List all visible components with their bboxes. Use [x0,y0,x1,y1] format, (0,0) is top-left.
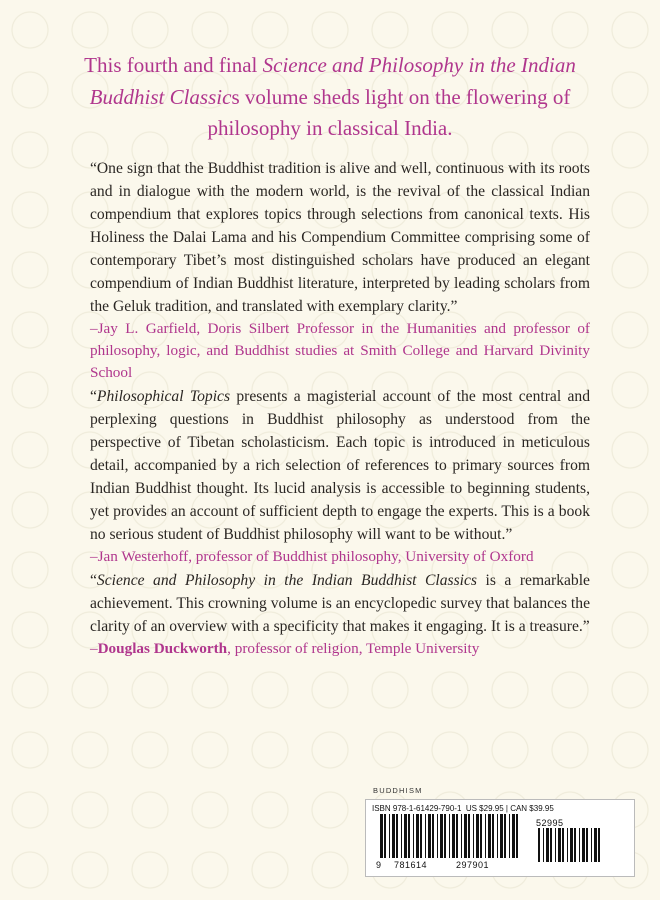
barcode-bar [567,828,568,862]
barcode-bar [392,814,395,858]
barcode-box [365,799,635,877]
blurb-author: Jan Westerhoff [97,548,189,565]
barcode-bar [428,814,431,858]
blurb-body: is a remarkable achievement. This crowning volume is an encyclopedic survey that balances the clarity of an overview with a specificity that makes it engaging. It is a treasure.” [90,572,590,635]
blurb-affiliation: , professor of Buddhist philosophy, University of Oxford [188,548,534,565]
blurb-author: Douglas Duckworth [97,640,228,657]
barcode-bar [512,814,515,858]
barcode-bar [464,814,467,858]
price-us: US $29.95 [465,804,504,813]
blurb-book-title: Philosophical Topics [96,388,231,405]
blurb-attribution: –Douglas Duckworth, professor of religion, Temple University [90,640,480,657]
blurb-affiliation: , Doris Silbert Professor in the Humanities and professor of philosophy, logic, and Buddhist studies at Smith College and Harvard Divinity School [90,320,590,381]
isbn: ISBN 978-1-61429-790-1 [372,804,462,813]
barcode-bar [440,814,443,858]
isbn-barcode [370,814,630,862]
barcode-bar [492,814,494,858]
barcode-bar [558,828,561,862]
barcode-bar [404,814,407,858]
price-code: 52995 [536,818,564,828]
barcode-bar [516,814,518,858]
barcode-bar [401,814,402,858]
barcode-bar [574,828,576,862]
blurb-duckworth [90,569,590,660]
price-can: CAN $39.95 [510,804,554,813]
barcode-bar [497,814,498,858]
barcode-bar [384,814,386,858]
barcode-bar [579,828,580,862]
barcode-bars-addon [538,828,600,862]
barcode-bar [488,814,491,858]
barcode-bar [509,814,510,858]
blurb-text: “Science and Philosophy in the Indian Buddhist Classics is a remarkable achievement. This crowning volume is an encyclopedic survey that balances the clarity of an overview with a specificity that makes it engaging. It is a treasure.” [90,572,590,635]
barcode-bar [425,814,426,858]
barcode-bar [413,814,414,858]
isbn-price-line: ISBN 978-1-61429-790-1 US $29.95 | CAN $39.95 [372,804,554,813]
barcode-bar [480,814,482,858]
barcode-bar [591,828,592,862]
barcode-bar [538,828,540,862]
blurb-author: Jay L. Garfield [97,320,197,337]
tagline-part2: s volume sheds light on the flowering of philosophy in classical India. [207,84,571,140]
barcode-bar [380,814,383,858]
barcode-bar [420,814,422,858]
barcode-bar [594,828,597,862]
barcode-bar [586,828,588,862]
blurb-westerhoff [90,385,590,568]
barcode-digits-right: 297901 [456,860,490,870]
barcode-bar [582,828,585,862]
barcode-bar [461,814,462,858]
barcode-bar [485,814,486,858]
barcode-bar [437,814,438,858]
barcode-bar [543,828,544,862]
tagline-series-title: Science and Philosophy in the Indian Buddhist Classic [89,53,576,109]
tagline-part1: This fourth and final [84,53,263,77]
blurb-text: “One sign that the Buddhist tradition is alive and well, continuous with its roots and in dialogue with the modern world, is the revival of the classical Indian compendium that explores topics through selections from canonical texts. His Holiness the Dalai Lama and his Compendium Committee comprising some of contemporary Tibet’s most distinguished scholars have produced an elegant compendium of Indian Buddhist literature, interpreted by leading scholars from the Geluk tradition, and translated with exemplary clarity.” [90,160,590,315]
barcode-bar [546,828,549,862]
category-label: BUDDHISM [373,786,423,795]
barcode-bar [504,814,506,858]
barcode-bar [473,814,474,858]
barcode-bar [562,828,564,862]
barcode-bar [449,814,450,858]
barcode-digit-first: 9 [376,860,382,870]
barcode-bar [456,814,458,858]
barcode-bar [432,814,434,858]
blurb-affiliation: , professor of religion, Temple University [227,640,480,657]
blurb-attribution: –Jan Westerhoff, professor of Buddhist philosophy, University of Oxford [90,548,534,565]
barcode-bar [452,814,455,858]
barcode-bar [598,828,600,862]
barcode-bar [444,814,446,858]
barcode-bar [476,814,479,858]
blurb-attribution: –Jay L. Garfield, Doris Silbert Professor in the Humanities and professor of philosophy, logic, and Buddhist studies at Smith College and Harvard Divinity School [90,320,590,381]
blurb-body: presents a magisterial account of the most central and perplexing questions in Buddhist philosophy as understood from the perspective of Tibetan scholasticism. Each topic is introduced in meticulous detail, accompanied by a rich selection of references to primary sources from Indian Buddhist thought. Its lucid analysis is accessible to beginning students, yet provides an account of sufficient depth to engage the experts. This is a book no serious student of Buddhist philosophy will want to be without.” [90,388,590,543]
barcode-bars-main [380,814,518,858]
blurb-text: “Philosophical Topics presents a magisterial account of the most central and perplexing questions in Buddhist philosophy as understood from the perspective of Tibetan scholasticism. Each topic is introduced in meticulous detail, accompanied by a rich selection of references to primary sources from Indian Buddhist thought. Its lucid analysis is accessible to beginning students, yet provides an account of sufficient depth to engage the experts. This is a book no serious student of Buddhist philosophy will want to be without.” [90,388,590,543]
barcode-digits-left: 781614 [394,860,428,870]
barcode-bar [396,814,398,858]
barcode-bar [416,814,419,858]
barcode-bar [389,814,390,858]
tagline [60,50,600,145]
barcode-bar [408,814,410,858]
barcode-bar [468,814,470,858]
blurb-garfield [90,157,590,384]
barcode-bar [555,828,556,862]
barcode-bar [500,814,503,858]
blurb-book-title: Science and Philosophy in the Indian Buddhist Classics [96,572,477,589]
barcode-bar [570,828,573,862]
barcode-bar [550,828,552,862]
